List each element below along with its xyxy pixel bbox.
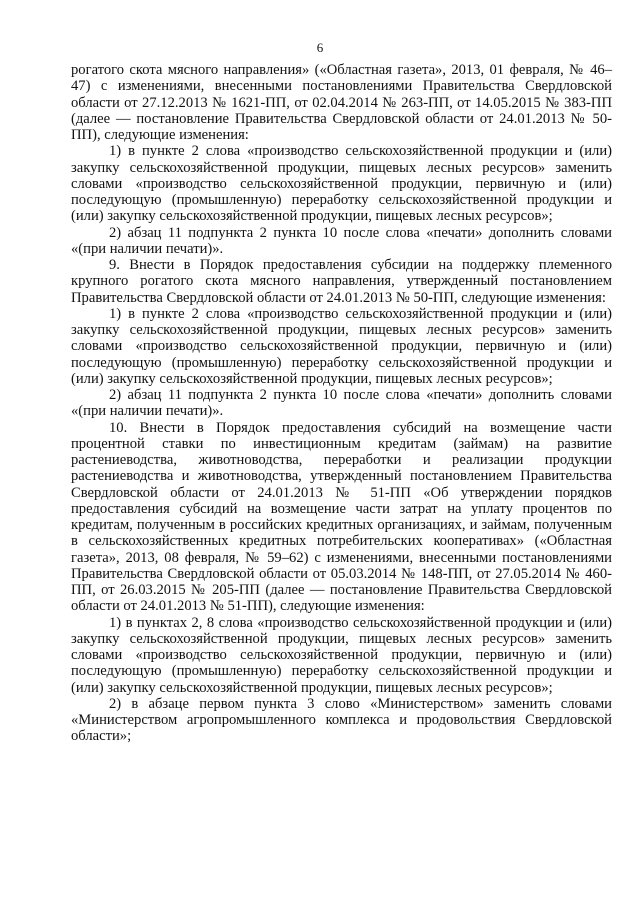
- paragraph: 2) абзац 11 подпункта 2 пункта 10 после слова «печати» дополнить словами «(при наличии печати)».: [71, 387, 612, 420]
- paragraph: 1) в пункте 2 слова «производство сельскохозяйственной продукции и (или) закупку сельскохозяйственной продукции, пищевых лесных ресурсов» заменить словами «производство сельскохозяйственной продукции, первичную и (или) последующую (промышленную) переработку сельскохозяйственной продукции и (или) закупку сельскохозяйственной продукции, пищевых лесных ресурсов»;: [71, 305, 612, 387]
- paragraph: рогатого скота мясного направления» («Областная газета», 2013, 01 февраля, № 46–47) с изменениями, внесенными постановлениями Правительства Свердловской области от 27.12.2013 № 1621-ПП, от 02.04.2014 № 263-ПП, от 14.05.2015 № 383-ПП (далее — постановление Правительства Свердловской области от 24.01.2013 № 50-ПП), следующие изменения:: [71, 62, 612, 143]
- paragraph: 9. Внести в Порядок предоставления субсидии на поддержку племенного крупного рогатого скота мясного направления, утвержденный постановлением Правительства Свердловской области от 24.01.2013 № 50-ПП, следующие изменения:: [71, 257, 612, 306]
- paragraph: 1) в пунктах 2, 8 слова «производство сельскохозяйственной продукции и (или) закупку сельскохозяйственной продукции, пищевых лесных ресурсов» заменить словами «производство сельскохозяйственной продукции, первичную и (или) последующую (промышленную) переработку сельскохозяйственной продукции и (или) закупку сельскохозяйственной продукции, пищевых лесных ресурсов»;: [71, 614, 612, 696]
- page-number: 6: [316, 40, 324, 55]
- paragraph: 10. Внести в Порядок предоставления субсидий на возмещение части процентной ставки по инвестиционным кредитам (займам) на развитие растениеводства, животноводства, переработки и реализации продукции растениеводства и животноводства, утвержденный постановлением Правительства Свердловской области от 24.01.2013 № 51-ПП «Об утверждении порядков предоставления субсидий на возмещение части затрат на уплату процентов по кредитам, полученным в российских кредитных организациях, и займам, полученным в сельскохозяйственных кредитных потребительских кооперативах» («Областная газета», 2013, 08 февраля, № 59–62) с изменениями, внесенными постановлениями Правительства Свердловской области от 05.03.2014 № 148-ПП, от 27.05.2014 № 460-ПП, от 26.03.2015 № 205-ПП (далее — постановление Правительства Свердловской области от 24.01.2013 № 51-ПП), следующие изменения:: [71, 419, 612, 615]
- paragraph: 2) в абзаце первом пункта 3 слово «Министерством» заменить словами «Министерством агропромышленного комплекса и продовольствия Свердловской области»;: [71, 695, 612, 745]
- paragraph: 1) в пункте 2 слова «производство сельскохозяйственной продукции и (или) закупку сельскохозяйственной продукции, пищевых лесных ресурсов» заменить словами «производство сельскохозяйственной продукции, первичную и (или) последующую (промышленную) переработку сельскохозяйственной продукции и (или) закупку сельскохозяйственной продукции, пищевых лесных ресурсов»;: [71, 143, 612, 225]
- document-body: [71, 62, 612, 745]
- paragraph: 2) абзац 11 подпункта 2 пункта 10 после слова «печати» дополнить словами «(при наличии печати)».: [71, 224, 612, 257]
